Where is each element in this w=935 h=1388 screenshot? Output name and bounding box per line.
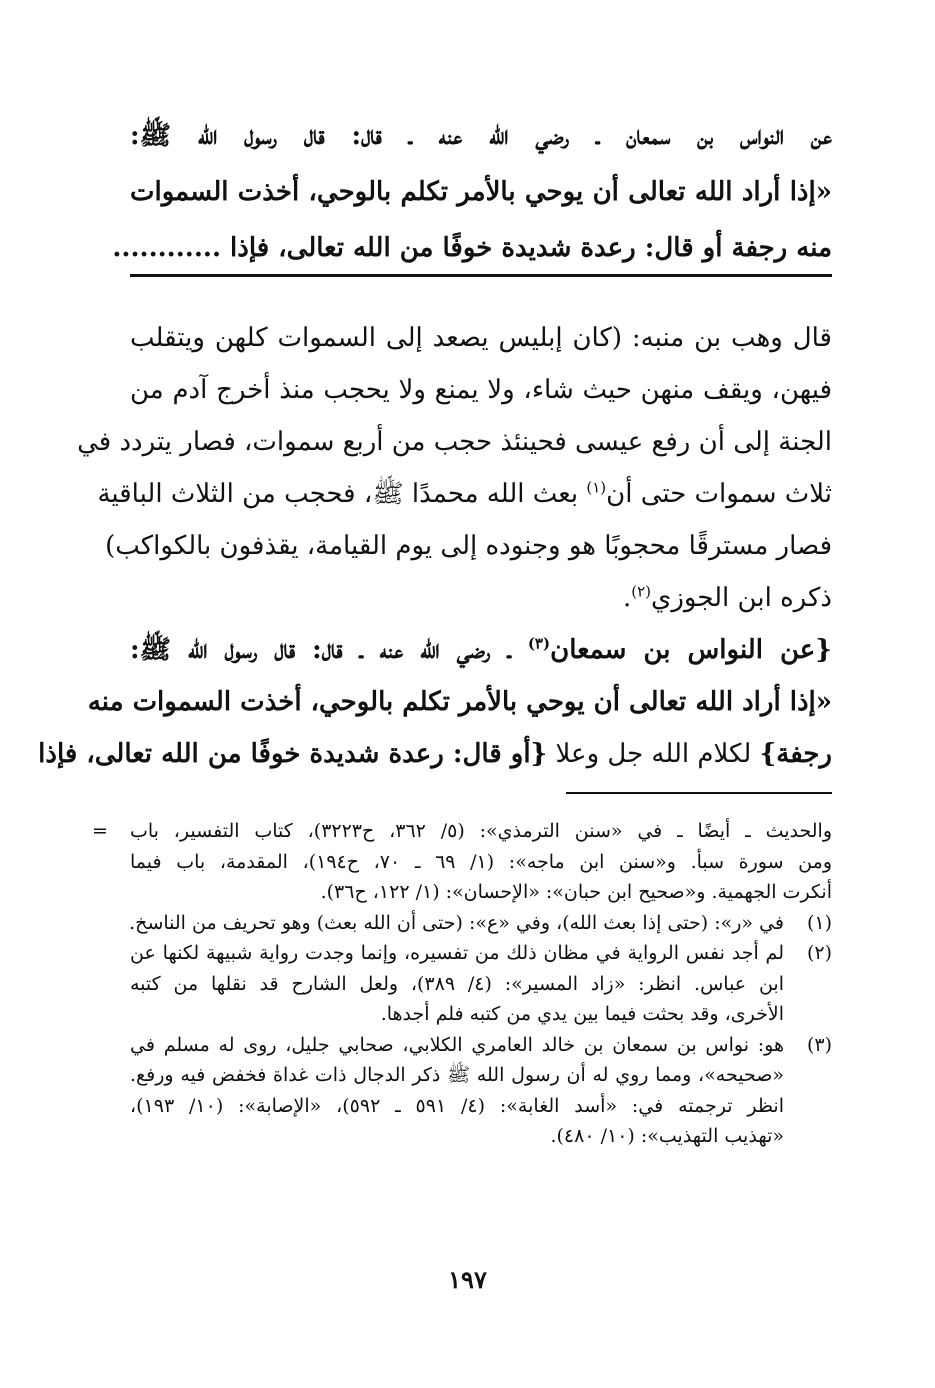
- top-hadith-excerpt: [112, 108, 832, 276]
- footnote-line: هو: نواس بن سمعان بن خالد العامري الكلابي، صحابي جليل، روى له مسلم في: [130, 1033, 784, 1056]
- footnote-line: «صحيحه»، ومما روي له أن رسول الله ﷺ ذكر الدجال ذات غداة فخفض فيه ورفع.: [130, 1064, 784, 1086]
- page-number: ١٩٧: [448, 1265, 487, 1294]
- commentary-line: فيهن، ويقف منهن حيث شاء، ولا يمنع ولا يحجب منذ أخرج آدم من: [130, 375, 832, 405]
- top-excerpt-line: عن النواس بن سمعان ـ رضي الله عنه ـ قال: قال رسول الله ﷺ:: [130, 121, 832, 151]
- inserted-text: لكلام الله جل وعلا: [547, 739, 760, 769]
- footnote-number: (٣): [806, 1033, 832, 1056]
- hadith-line: [130, 624, 832, 676]
- hadith-text: {عن النواس بن سمعان: [550, 635, 833, 665]
- footnote-line: انظر ترجمته في: «أسد الغابة»: (٤/ ٥٩١ ـ ٥٩٢)، «الإصابة»: (١٠/ ١٩٣)،: [130, 1094, 784, 1117]
- footnote-3: [130, 1030, 832, 1152]
- commentary-line: قال وهب بن منبه: (كان إبليس يصعد إلى السموات كلهن ويتقلب: [130, 323, 832, 353]
- commentary-body: [38, 312, 833, 780]
- footnote-number: (٢): [806, 942, 832, 964]
- section-divider: [130, 274, 832, 277]
- top-excerpt-line: «إذا أراد الله تعالى أن يوحي بالأمر تكلم بالوحي، أخذت السموات: [130, 177, 832, 207]
- commentary-line: [97, 468, 832, 520]
- commentary-line: الجنة إلى أن رفع عيسى فحينئذ حجب من أربع سموات، فصار يتردد في: [77, 427, 832, 457]
- footnote-ref-3: (٣): [527, 634, 551, 653]
- footnote-number: (١): [806, 911, 832, 934]
- footnote-line: أنكرت الجهمية. و«صحيح ابن حبان»: «الإحسان»: (١/ ١٢٢، ح٣٦).: [320, 881, 832, 903]
- continuation-marker: =: [92, 820, 108, 842]
- footnotes: [92, 816, 832, 1152]
- footnote-ref-1: (١): [586, 478, 607, 497]
- commentary-text: بعث الله محمدًا ﷺ، فحجب من الثلاث الباقية: [97, 479, 587, 509]
- footnote-line: الأخرى، وقد بحثت فيما بين يدي من كتبه فلم أجدها.: [380, 1003, 784, 1025]
- top-excerpt-line: منه رجفة أو قال: رعدة شديدة خوفًا من الله تعالى، فإذا ............: [112, 233, 832, 263]
- footnote-1: [130, 908, 832, 939]
- commentary-text: .: [622, 583, 632, 613]
- commentary-text: ثلاث سموات حتى أن: [606, 479, 832, 509]
- footnote-divider: [566, 792, 832, 794]
- hadith-text: ـ رضي الله عنه ـ قال: قال رسول الله ﷺ:: [130, 635, 528, 665]
- hadith-text: رجفة}: [759, 739, 832, 769]
- hadith-text: {أو قال: رعدة شديدة خوفًا من الله تعالى، فإذا: [38, 739, 548, 769]
- footnote-line: ابن عباس. انظر: «زاد المسير»: (٤/ ٣٨٩)، ولعل الشارح قد نقلها من كتبه: [130, 972, 784, 995]
- footnote-line: في «ر»: (حتى إذا بعث الله)، وفي «ع»: (حتى أن الله بعث) وهو تحريف من الناسخ.: [129, 911, 784, 934]
- hadith-line: «إذا أراد الله تعالى أن يوحي بالأمر تكلم بالوحي، أخذت السموات منه: [87, 687, 832, 717]
- footnote-continuation: [92, 816, 832, 908]
- commentary-line: [130, 572, 832, 624]
- footnote-line: ومن سورة سبأ. و«سنن ابن ماجه»: (١/ ٦٩ ـ ٧٠، ح١٩٤)، المقدمة، باب فيما: [130, 850, 832, 873]
- footnote-2: [130, 938, 832, 1030]
- footnote-line: «تهذيب التهذيب»: (١٠/ ٤٨٠).: [550, 1125, 784, 1147]
- commentary-line: فصار مسترقًا محجوبًا هو وجنوده إلى يوم القيامة، يقذفون بالكواكب): [105, 531, 832, 561]
- footnote-line: لم أجد نفس الرواية في مظان ذلك من تفسيره، وإنما وجدت رواية شبيهة لكنها عن: [130, 942, 784, 964]
- hadith-line: [38, 728, 832, 780]
- footnote-ref-2: (٢): [631, 582, 652, 601]
- footnote-line: والحديث ـ أيضًا ـ في «سنن الترمذي»: (٥/ ٣٦٢، ح٣٢٢٣)، كتاب التفسير، باب: [130, 820, 832, 842]
- commentary-text: ذكره ابن الجوزي: [651, 583, 832, 613]
